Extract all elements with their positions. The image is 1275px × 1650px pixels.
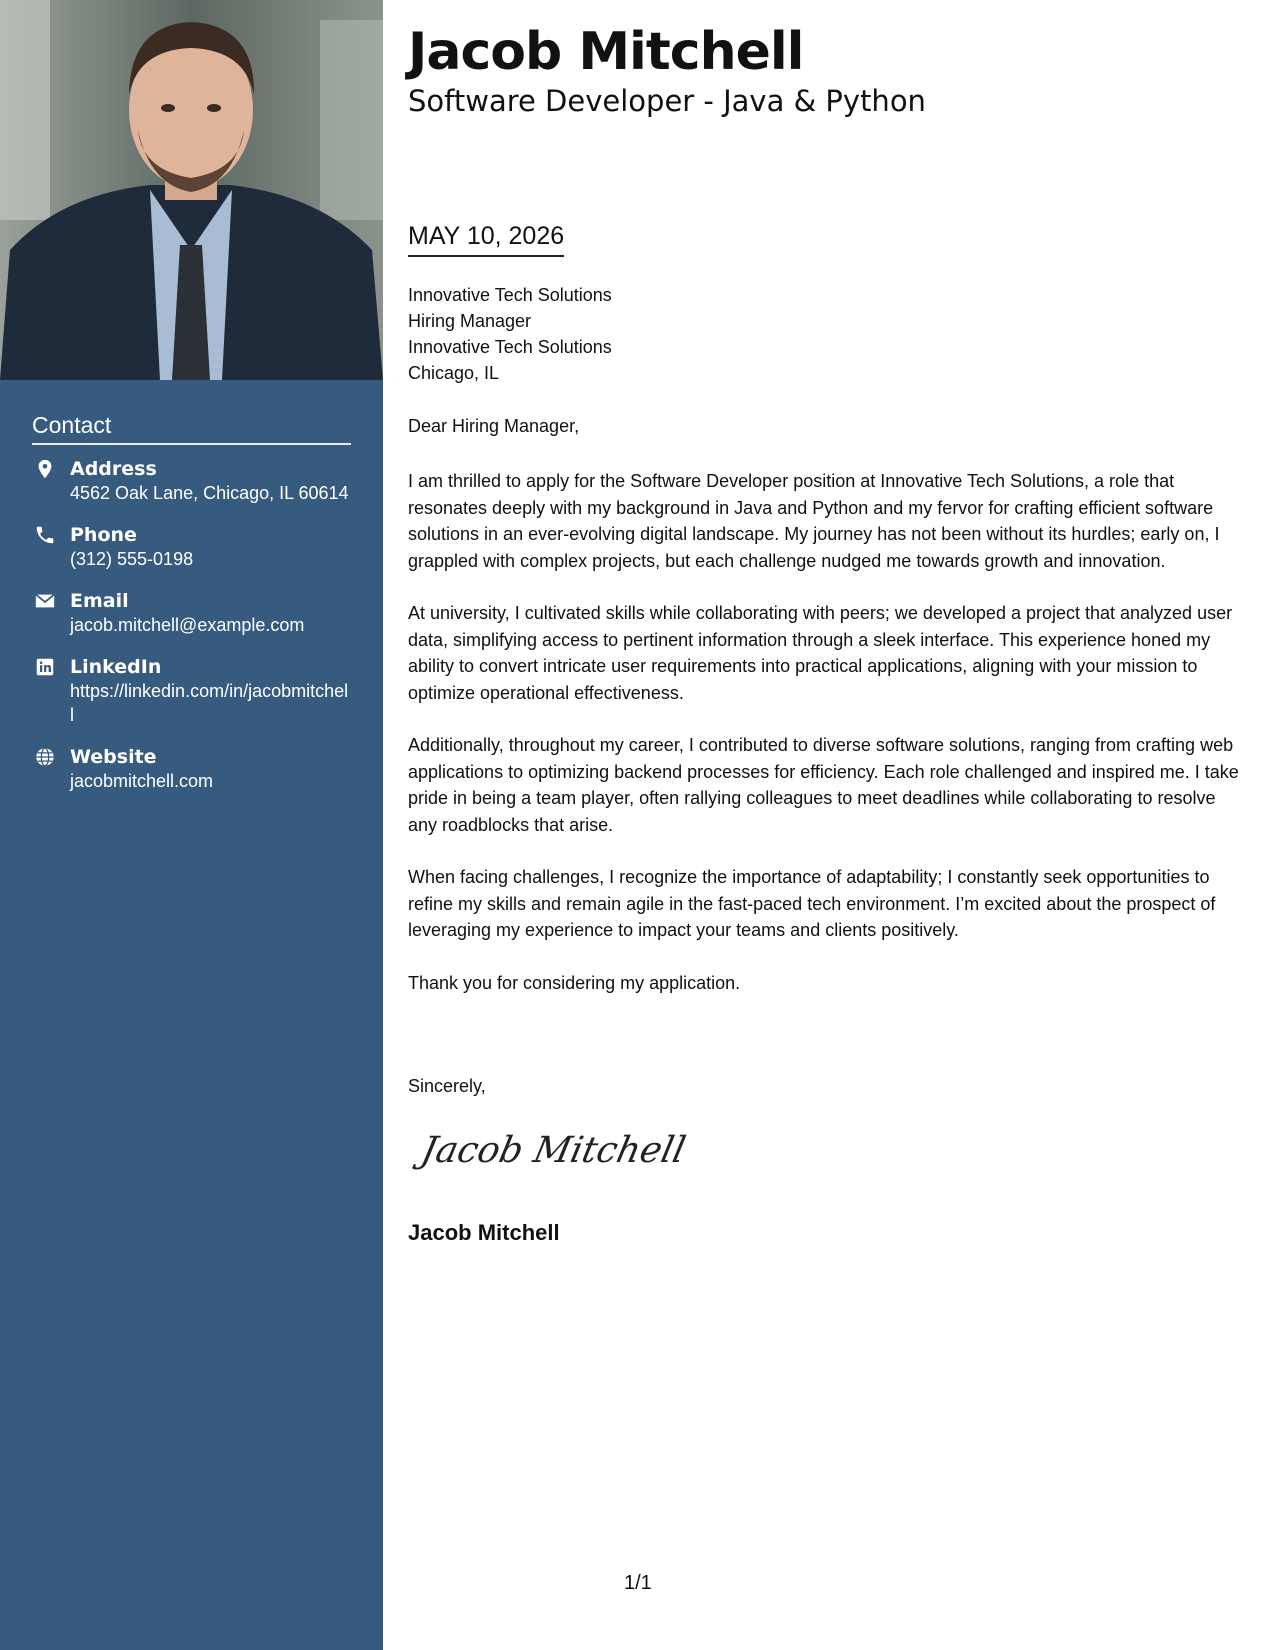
signature: Jacob Mitchell [417, 1130, 690, 1171]
recipient-block [408, 282, 612, 386]
contact-item-website [32, 745, 351, 793]
map-pin-icon [34, 458, 56, 480]
body-paragraph: When facing challenges, I recognize the importance of adaptability; I constantly seek opportunities to refine my skills and remain agile in the fast-paced tech environment. I’m excited about the prospect of leveraging my experience to impact your teams and clients positively. [408, 867, 1216, 940]
applicant-title: Software Developer - Java & Python [408, 84, 926, 118]
contact-item-linkedin [32, 655, 351, 727]
phone-value[interactable]: (312) 555-0198 [70, 549, 194, 569]
recipient-line: Innovative Tech Solutions [408, 285, 612, 305]
sidebar [0, 0, 383, 1650]
website-label: Website [70, 746, 157, 768]
greeting: Dear Hiring Manager, [408, 416, 580, 436]
phone-label: Phone [70, 524, 137, 546]
address-value: 4562 Oak Lane, Chicago, IL 60614 [70, 483, 349, 503]
letter-date: MAY 10, 2026 [408, 222, 564, 257]
address-label: Address [70, 458, 157, 480]
linkedin-icon [34, 656, 56, 678]
website-value[interactable]: jacobmitchell.com [70, 771, 214, 791]
recipient-line: Hiring Manager [408, 311, 532, 331]
body-paragraph: At university, I cultivated skills while collaborating with peers; we developed a project that analyzed user data, simplifying access to pertinent information through a sleek interface. This experience honed my ability to convert intricate user requirements into practical applications, aligning with your mission to optimize operational effectiveness. [408, 603, 1233, 703]
email-label: Email [70, 590, 129, 612]
email-value[interactable]: jacob.mitchell@example.com [70, 615, 305, 635]
applicant-name: Jacob Mitchell [408, 22, 804, 82]
contact-heading: Contact [32, 412, 351, 445]
body-paragraph: Additionally, throughout my career, I contributed to diverse software solutions, ranging from crafting web applications to optimizing backend processes for efficiency. Each role challenged and inspired me. I take pride in being a team player, often rallying colleagues to meet deadlines while collaborating to resolve any roadblocks that arise. [408, 735, 1239, 835]
body-paragraph: I am thrilled to apply for the Software Developer position at Innovative Tech Solutions, a role that resonates deeply with my background in Java and Python and my fervor for crafting efficient software solutions in an ever-evolving digital landscape. My journey has not been without its hurdles; early on, I grappled with complex projects, but each challenge nudged me towards growth and innovation. [408, 471, 1220, 571]
linkedin-value[interactable]: https://linkedin.com/in/jacobmitchell [70, 681, 349, 725]
closing: Sincerely, [408, 1076, 486, 1096]
phone-icon [34, 524, 56, 546]
recipient-line: Chicago, IL [408, 363, 500, 383]
page-number: 1/1 [624, 1572, 652, 1594]
envelope-icon [34, 590, 56, 612]
contact-item-phone [32, 523, 351, 571]
recipient-line: Innovative Tech Solutions [408, 337, 612, 357]
contact-section [32, 412, 351, 811]
body-paragraph: Thank you for considering my application. [408, 972, 741, 993]
letter-body [408, 468, 1248, 1022]
linkedin-label: LinkedIn [70, 656, 162, 678]
profile-photo [0, 0, 383, 380]
globe-icon [34, 746, 56, 768]
signer-name: Jacob Mitchell [408, 1220, 560, 1245]
contact-item-address [32, 457, 351, 505]
contact-item-email [32, 589, 351, 637]
